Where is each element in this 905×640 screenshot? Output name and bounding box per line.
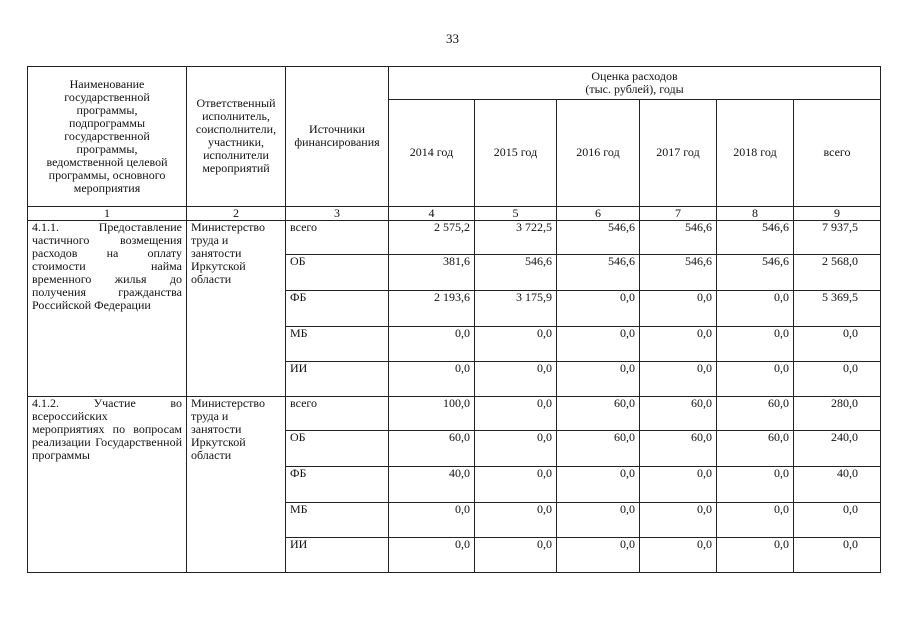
amount-cell: 0,0 [475, 502, 557, 537]
amount-cell: 546,6 [717, 221, 794, 255]
amount-cell: 0,0 [475, 327, 557, 362]
amount-total: 2 568,0 [794, 255, 881, 291]
expenditure-table [27, 66, 881, 573]
column-index: 6 [557, 206, 640, 220]
amount-cell: 2 193,6 [389, 291, 475, 327]
column-index: 1 [28, 206, 187, 220]
responsible-executor: Министерство труда и занятости Иркутской области [187, 397, 286, 573]
amount-cell: 546,6 [557, 255, 640, 291]
activity-name: 4.1.2. Участие во всероссийских мероприятиях по вопросам реализации Государственной программы [28, 397, 187, 573]
amount-cell: 0,0 [640, 291, 717, 327]
amount-cell: 0,0 [389, 502, 475, 537]
header-sources: Источники финансирования [286, 67, 389, 207]
funding-source: всего [286, 397, 389, 431]
amount-cell: 0,0 [557, 537, 640, 572]
amount-cell: 0,0 [640, 502, 717, 537]
header-total: всего [794, 99, 881, 206]
amount-cell: 0,0 [640, 327, 717, 362]
amount-cell: 0,0 [717, 327, 794, 362]
header-name: Наименование государственной программы, подпрограммы государственной программы, ведомственной целевой программы, основного мероприятия [28, 67, 187, 207]
amount-cell: 60,0 [640, 397, 717, 431]
header-year: 2017 год [640, 99, 717, 206]
funding-source: ОБ [286, 255, 389, 291]
header-year: 2018 год [717, 99, 794, 206]
header-year: 2016 год [557, 99, 640, 206]
amount-total: 0,0 [794, 327, 881, 362]
amount-total: 240,0 [794, 431, 881, 467]
column-index: 7 [640, 206, 717, 220]
funding-source: всего [286, 221, 389, 255]
amount-cell: 0,0 [640, 537, 717, 572]
responsible-executor: Министерство труда и занятости Иркутской области [187, 221, 286, 397]
amount-cell: 546,6 [640, 221, 717, 255]
amount-cell: 0,0 [475, 397, 557, 431]
amount-cell: 0,0 [557, 291, 640, 327]
page-number: 33 [446, 31, 459, 46]
funding-source: ОБ [286, 431, 389, 467]
amount-total: 40,0 [794, 466, 881, 502]
amount-cell: 0,0 [389, 362, 475, 397]
amount-cell: 3 175,9 [475, 291, 557, 327]
amount-cell: 60,0 [717, 397, 794, 431]
column-index: 8 [717, 206, 794, 220]
column-index: 5 [475, 206, 557, 220]
amount-cell: 60,0 [640, 431, 717, 467]
amount-cell: 0,0 [475, 466, 557, 502]
funding-source: ФБ [286, 291, 389, 327]
column-index: 4 [389, 206, 475, 220]
amount-cell: 0,0 [557, 362, 640, 397]
header-row-top [28, 67, 881, 100]
amount-cell: 0,0 [389, 327, 475, 362]
amount-total: 0,0 [794, 362, 881, 397]
amount-cell: 40,0 [389, 466, 475, 502]
amount-cell: 0,0 [717, 537, 794, 572]
amount-cell: 60,0 [717, 431, 794, 467]
amount-total: 0,0 [794, 537, 881, 572]
funding-source: МБ [286, 502, 389, 537]
amount-cell: 0,0 [557, 466, 640, 502]
amount-cell: 0,0 [475, 431, 557, 467]
column-index-row [28, 206, 881, 220]
amount-cell: 546,6 [475, 255, 557, 291]
column-index: 3 [286, 206, 389, 220]
funding-source: ФБ [286, 466, 389, 502]
amount-cell: 381,6 [389, 255, 475, 291]
amount-cell: 0,0 [557, 327, 640, 362]
amount-cell: 100,0 [389, 397, 475, 431]
funding-source: МБ [286, 327, 389, 362]
amount-cell: 546,6 [640, 255, 717, 291]
amount-cell: 0,0 [475, 362, 557, 397]
amount-total: 0,0 [794, 502, 881, 537]
header-year: 2015 год [475, 99, 557, 206]
amount-cell: 546,6 [717, 255, 794, 291]
amount-total: 280,0 [794, 397, 881, 431]
amount-cell: 0,0 [717, 502, 794, 537]
amount-cell: 60,0 [557, 431, 640, 467]
amount-cell: 0,0 [717, 291, 794, 327]
amount-cell: 0,0 [389, 537, 475, 572]
funding-source: ИИ [286, 362, 389, 397]
amount-cell: 0,0 [640, 466, 717, 502]
amount-cell: 0,0 [475, 537, 557, 572]
amount-total: 7 937,5 [794, 221, 881, 255]
header-estimate: Оценка расходов (тыс. рублей), годы [389, 67, 881, 100]
amount-total: 5 369,5 [794, 291, 881, 327]
amount-cell: 2 575,2 [389, 221, 475, 255]
amount-cell: 60,0 [557, 397, 640, 431]
amount-cell: 0,0 [717, 466, 794, 502]
amount-cell: 0,0 [640, 362, 717, 397]
table-row [28, 397, 881, 431]
amount-cell: 3 722,5 [475, 221, 557, 255]
amount-cell: 60,0 [389, 431, 475, 467]
column-index: 9 [794, 206, 881, 220]
column-index: 2 [187, 206, 286, 220]
amount-cell: 0,0 [557, 502, 640, 537]
activity-name: 4.1.1. Предоставление частичного возмещения расходов на оплату стоимости найма временного жилья до получения гражданства Российской Федерации [28, 221, 187, 397]
header-year: 2014 год [389, 99, 475, 206]
amount-cell: 546,6 [557, 221, 640, 255]
amount-cell: 0,0 [717, 362, 794, 397]
header-responsible: Ответственный исполнитель, соисполнители, участники, исполнители мероприятий [187, 67, 286, 207]
funding-source: ИИ [286, 537, 389, 572]
table-row [28, 221, 881, 255]
